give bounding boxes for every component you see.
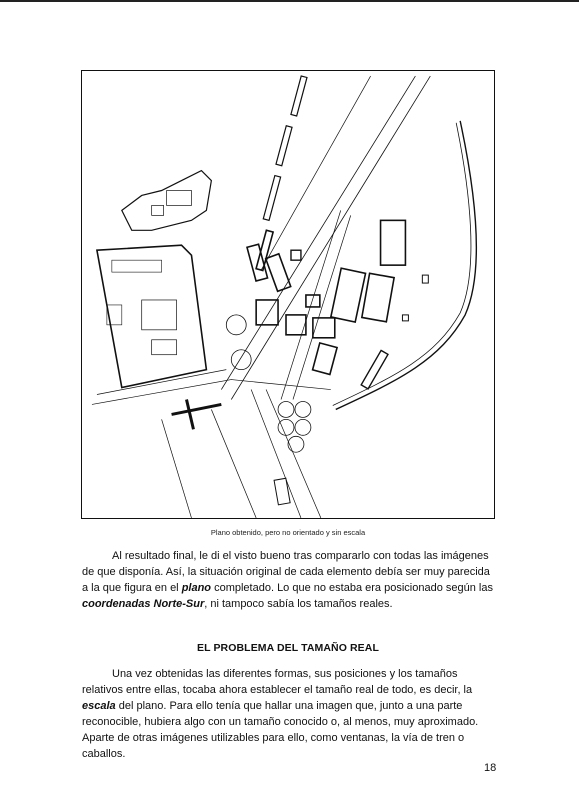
paragraph-text: , ni tampoco sabía los tamaños reales. — [204, 598, 393, 610]
emphasis-plano: plano — [181, 582, 212, 594]
site-plan-figure — [81, 70, 495, 519]
page-number: 18 — [484, 762, 497, 774]
paragraph-text: completado. Lo que no estaba era posicionado según las — [211, 582, 493, 594]
section-heading: EL PROBLEMA DEL TAMAÑO REAL — [197, 642, 379, 654]
paragraph-scale — [82, 666, 496, 762]
paragraph-text: del plano. Para ello tenía que hallar una imagen que, junto a una parte reconocible, hubiera algo con un tamaño conocido o, al menos, muy aproximado. Aparte de otras imágenes utilizables para ello, como ventanas, la vía de tren o caballos. — [82, 700, 479, 760]
paragraph-result — [82, 548, 496, 612]
figure-caption: Plano obtenido, pero no orientado y sin escala — [210, 528, 366, 537]
emphasis-escala: escala — [82, 700, 116, 712]
paragraph-text: Al resultado final, le di el visto bueno tras compararlo con todas las imágenes de que disponía. Así, la situación original de cada elemento debía ser muy parecida a la que figura en el — [82, 550, 490, 594]
page-top-edge — [0, 0, 579, 2]
paragraph-text: Una vez obtenidas las diferentes formas, sus posiciones y los tamaños relativos entre ellas, tocaba ahora establecer el tamaño real de todo, es decir, la — [82, 668, 473, 696]
emphasis-coordenadas: coordenadas Norte-Sur — [82, 598, 205, 610]
site-plan-drawing — [82, 71, 494, 518]
